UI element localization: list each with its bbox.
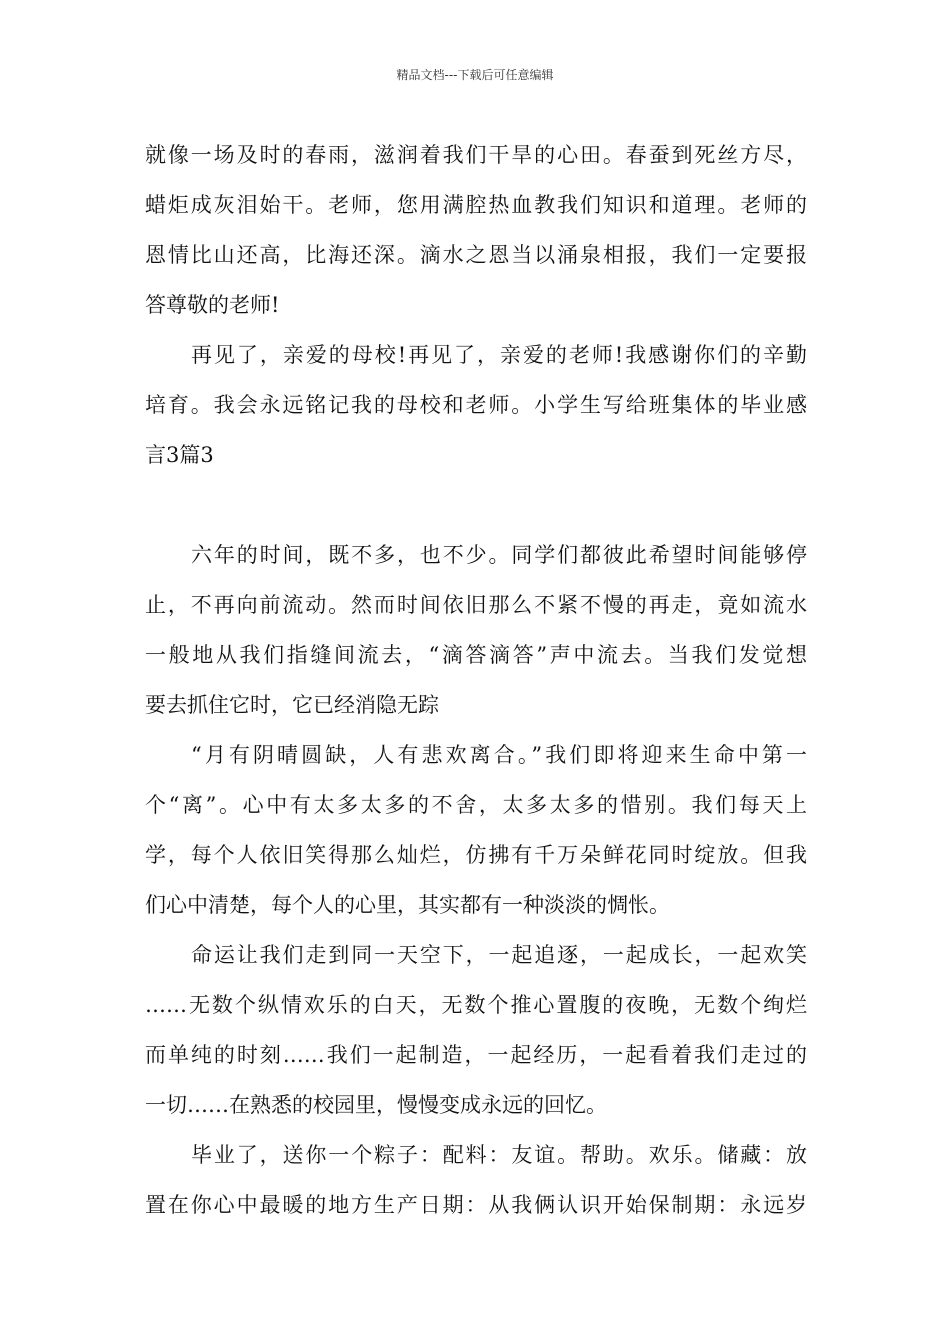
text-line: 止，不再向前流动。然而时间依旧那么不紧不慢的再走，竟如流水 [145,593,807,617]
text-line: 再见了，亲爱的母校!再见了，亲爱的老师!我感谢你们的辛勤 [191,343,807,367]
text-line: ……无数个纵情欢乐的白天，无数个推心置腹的夜晚，无数个绚烂 [145,993,807,1017]
text-line: 一般地从我们指缝间流去，“滴答滴答”声中流去。当我们发觉想 [145,643,807,667]
page-header: 精品文档---下载后可任意编辑 [396,68,554,82]
text-line: “月有阴晴圆缺，人有悲欢离合。”我们即将迎来生命中第一 [191,743,807,767]
text-line: 毕业了，送你一个粽子：配料：友谊。帮助。欢乐。储藏：放 [191,1143,807,1167]
text-line: 学，每个人依旧笑得那么灿烂，仿拂有千万朵鲜花同时绽放。但我 [145,843,807,867]
paragraph [145,730,807,930]
paragraph [145,930,807,1130]
text-line: 恩情比山还高，比海还深。滴水之恩当以涌泉相报，我们一定要报 [145,243,807,267]
paragraph [145,530,807,730]
text-line: 培育。我会永远铭记我的母校和老师。小学生写给班集体的毕业感 [145,393,807,417]
paragraph-gap [145,480,807,530]
text-line: 言3篇3 [145,443,214,467]
text-line: 命运让我们走到同一天空下，一起追逐，一起成长，一起欢笑 [191,943,807,967]
text-line: 蜡炬成灰泪始干。老师，您用满腔热血教我们知识和道理。老师的 [145,193,807,217]
paragraph [145,1130,807,1230]
text-line: 而单纯的时刻……我们一起制造，一起经历，一起看着我们走过的 [145,1043,807,1067]
paragraph [145,330,807,480]
text-line: 就像一场及时的春雨，滋润着我们干旱的心田。春蚕到死丝方尽， [145,143,807,167]
text-line: 个“离”。心中有太多太多的不舍，太多太多的惜别。我们每天上 [145,793,807,817]
text-line: 六年的时间，既不多，也不少。同学们都彼此希望时间能够停 [191,543,807,567]
text-line: 答尊敬的老师! [145,293,280,317]
text-line: 置在你心中最暖的地方生产日期：从我俩认识开始保制期：永远岁 [145,1193,807,1217]
text-line: 一切……在熟悉的校园里，慢慢变成永远的回忆。 [145,1093,607,1117]
text-line: 们心中清楚，每个人的心里，其实都有一种淡淡的惆怅。 [145,893,670,917]
text-line: 要去抓住它时，它已经消隐无踪 [145,693,439,717]
paragraph [145,130,807,330]
document-body [145,130,807,1230]
